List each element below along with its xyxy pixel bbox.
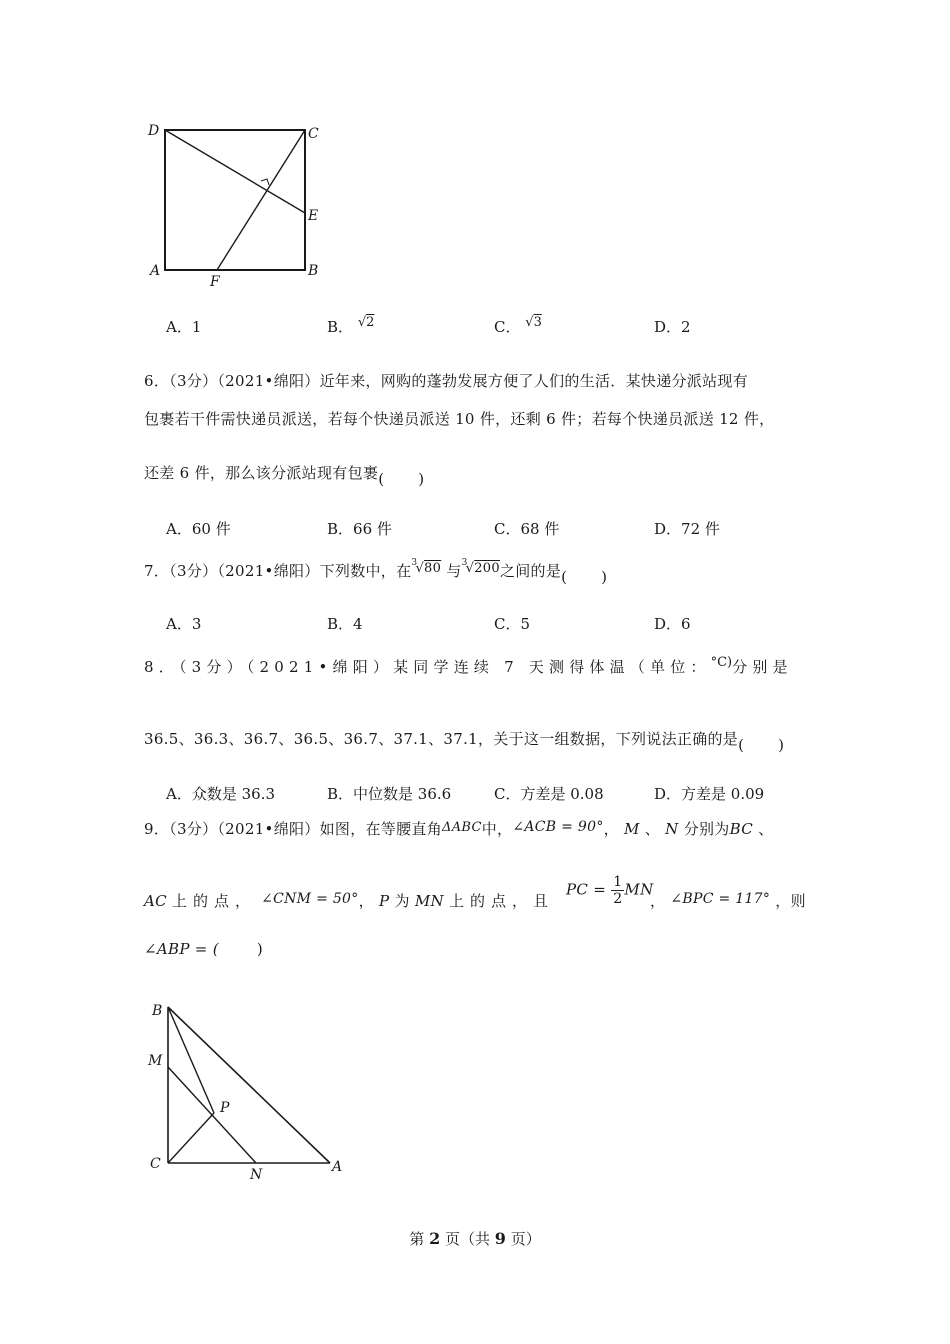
label-c: C [308, 126, 319, 142]
q6-line-2: 包裹若干件需快递员派送，若每个快递员派送 10 件，还剩 6 件；若每个快递员派送 12 件， [144, 410, 775, 428]
label-d: D [148, 123, 160, 139]
page-number: 2 [429, 1229, 441, 1248]
q8-option-c: C．方差是 0.08 [494, 785, 604, 803]
q9-line-3: ∠ABP = ( ) [144, 940, 264, 958]
segment-fc [217, 130, 305, 270]
q8-option-a: A．众数是 36.3 [166, 785, 275, 803]
q9-angle-cnm: ∠CNM = 50° [261, 891, 359, 907]
label-a: A [332, 1159, 343, 1175]
label-n: N [250, 1167, 263, 1183]
q6-option-a: A．60 件 [166, 520, 231, 538]
cbrt-80: $^3$√80 [411, 558, 442, 576]
square-diagram [140, 118, 340, 293]
q6-line-1: 6．（3分）（2021•绵阳）近年来，网购的蓬勃发展方便了人们的生活．某快递分派站现有 [144, 372, 749, 390]
q7-suffix: 之间的是 [499, 562, 562, 580]
cbrt-200: $^3$√200 [461, 558, 500, 576]
q7-option-d: D．6 [654, 615, 691, 633]
q9-seg-mn: MN [414, 892, 444, 910]
q9-ask-abp: ∠ABP = ( [144, 940, 219, 958]
q6-option-d: D．72 件 [654, 520, 720, 538]
q9-seg-ac: AC [144, 892, 167, 910]
label-e: E [308, 208, 319, 224]
triangle-figure [140, 995, 360, 1185]
label-c: C [150, 1156, 161, 1172]
q9-angle-bpc: ∠BPC = 117° [670, 891, 771, 907]
q8-option-b: B．中位数是 36.6 [327, 785, 452, 803]
q6-option-b: B．66 件 [327, 520, 392, 538]
q7-mid: 与 [446, 562, 462, 580]
segment-de [165, 130, 305, 213]
label-p: P [220, 1100, 230, 1116]
q7-option-c: C．5 [494, 615, 531, 633]
sqrt-3: √3 [525, 315, 542, 330]
q8-line-1 [144, 656, 793, 677]
q9-line-2: AC 上的点， ∠CNM = 50°， P 为 MN 上的点，且 [144, 891, 555, 910]
q9-point-p: P [378, 892, 390, 910]
q9-seg-bc: BC [729, 820, 753, 838]
q9-triangle: ΔABC [442, 820, 482, 835]
q8-line-1-end: 分别是 [732, 658, 793, 676]
q5-option-d: D．2 [654, 318, 691, 336]
q8-line-2-text: 36.5、36.3、36.7、36.5、36.7、37.1、37.1，关于这一组数据，下列说法正确的是 [144, 730, 739, 748]
segment-cp [168, 1113, 214, 1163]
q9-pc-formula: PC = $\frac{1}{2}$ MN [566, 874, 654, 907]
label-f: F [210, 274, 220, 290]
q6-line-3-text: 还差 6 件，那么该分派站现有包裹 [144, 464, 379, 482]
q5-option-b-label: B． [327, 318, 354, 336]
total-pages: 9 [494, 1229, 506, 1248]
q7-option-b: B．4 [327, 615, 363, 633]
q9-line-1: 9．（3分）（2021•绵阳）如图，在等腰直角ΔABC中，∠ACB = 90°， M 、 N 分别为BC 、 [144, 819, 774, 838]
q7-prefix: 7．（3分）（2021•绵阳）下列数中，在 [144, 562, 412, 580]
q7-stem: 7．（3分）（2021•绵阳）下列数中，在$^3$√80 与$^3$√200之间的是 ( ) [144, 558, 608, 586]
q8-line-2: 36.5、36.3、36.7、36.5、36.7、37.1、37.1，关于这一组数据，下列说法正确的是 ( ) [144, 730, 785, 754]
q6-line-3: 还差 6 件，那么该分派站现有包裹 ( ) [144, 464, 425, 488]
square-figure [140, 118, 340, 293]
q8-line-1-text: 8．（3分）（2021•绵阳）某同学连续 7 天测得体温（单位： [144, 658, 711, 676]
q6-option-c: C．68 件 [494, 520, 560, 538]
page-footer: 第 2 页（共 9 页） [409, 1229, 541, 1248]
q8-option-d: D．方差是 0.09 [654, 785, 765, 803]
q7-option-a: A．3 [166, 615, 202, 633]
q9-point-n: N [665, 820, 679, 838]
q9-angle-acb: ∠ACB = 90° [512, 819, 604, 835]
segment-ba [168, 1007, 330, 1163]
label-b: B [308, 263, 319, 279]
right-angle-mark [261, 179, 269, 185]
triangle-diagram [140, 995, 360, 1185]
q5-option-c-label: C． [494, 318, 521, 336]
sqrt-2: √2 [357, 315, 375, 330]
q8-unit: °C) [710, 655, 733, 670]
q5-option-b [327, 316, 374, 337]
fraction-one-half: $\frac{1}{2}$ [613, 874, 623, 907]
q5-option-a: A．1 [166, 318, 202, 336]
segment-bp [168, 1007, 214, 1113]
q5-option-c [494, 316, 542, 337]
q9-line-2-tail: ， ∠BPC = 117° ，则 [650, 891, 806, 910]
label-m: M [148, 1053, 163, 1069]
label-b: B [152, 1003, 163, 1019]
q9-point-m: M [624, 820, 640, 838]
label-a: A [150, 263, 161, 279]
q9-prefix: 9．（3分）（2021•绵阳）如图，在等腰直角 [144, 820, 443, 838]
